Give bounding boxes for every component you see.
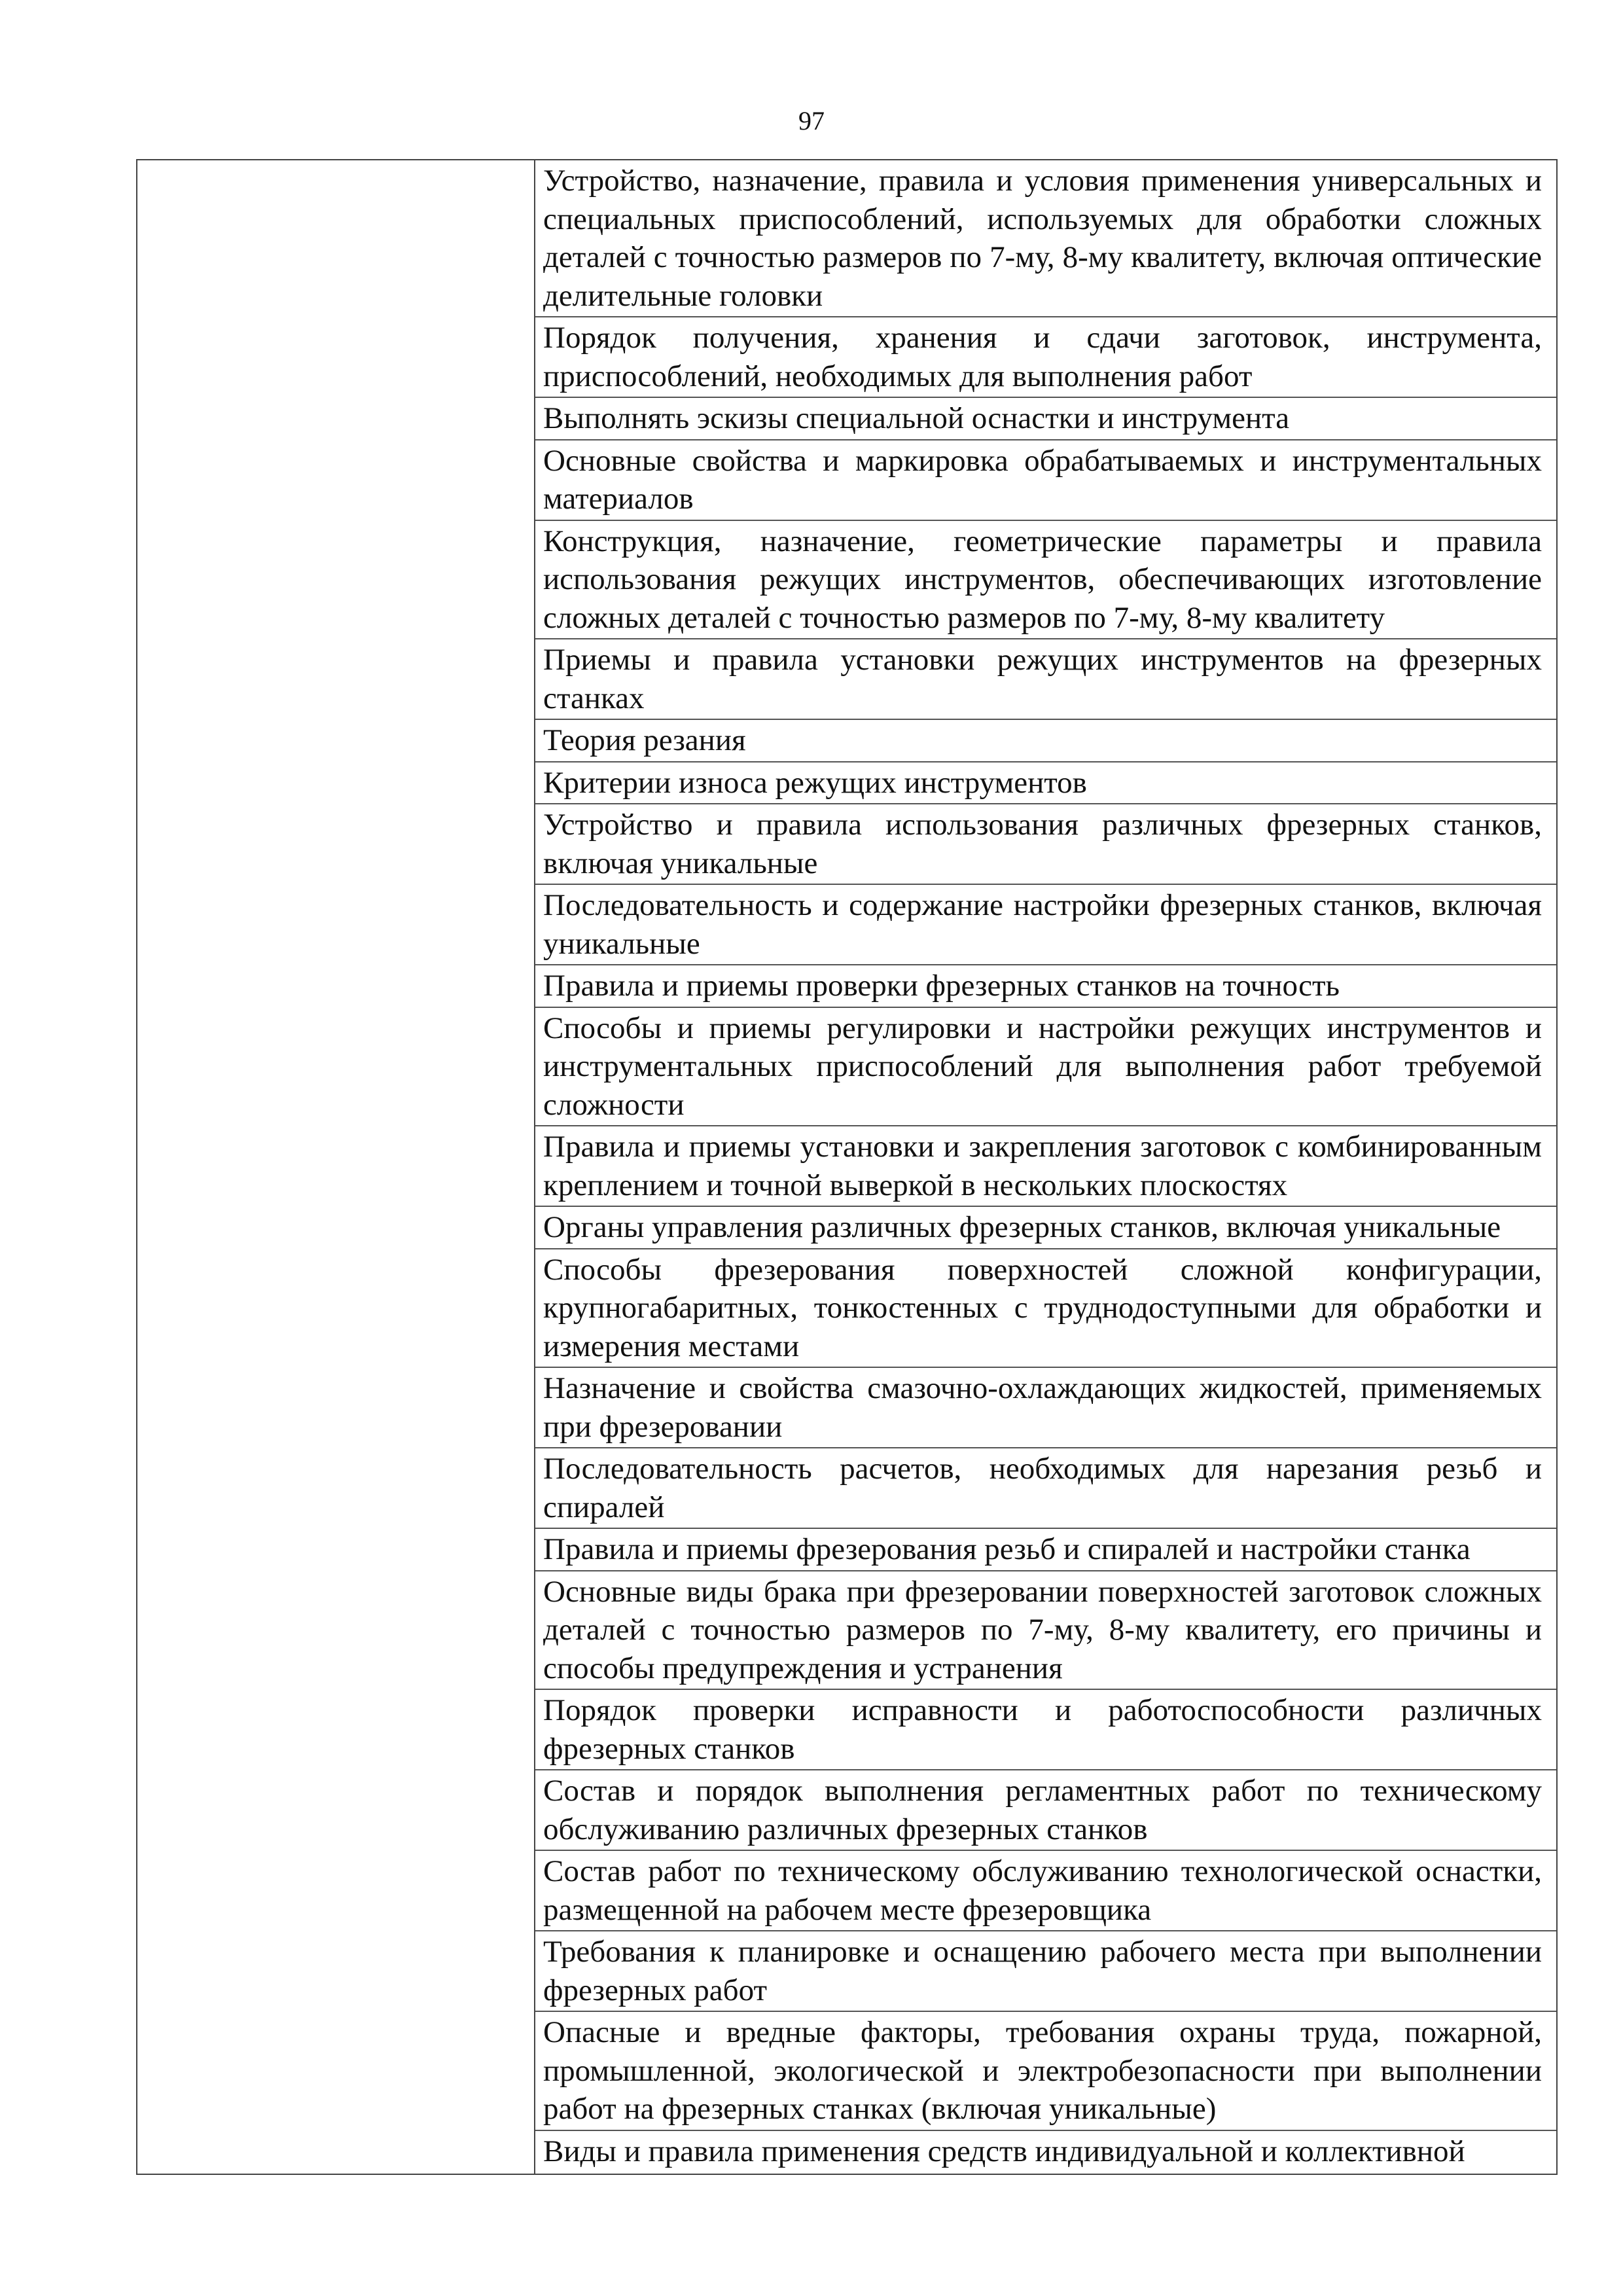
- table-row: Теория резания: [535, 720, 1556, 762]
- table-row: Правила и приемы проверки фрезерных станков на точность: [535, 965, 1556, 1008]
- table-row: Способы фрезерования поверхностей сложной конфигурации, крупногабаритных, тонкостенных с труднодоступными для обработки и измерения местами: [535, 1249, 1556, 1369]
- table-row: Выполнять эскизы специальной оснастки и инструмента: [535, 398, 1556, 440]
- table-row: Основные свойства и маркировка обрабатываемых и инструментальных материалов: [535, 440, 1556, 521]
- table-row: Последовательность расчетов, необходимых для нарезания резьб и спиралей: [535, 1448, 1556, 1529]
- table-row: Последовательность и содержание настройки фрезерных станков, включая уникальные: [535, 885, 1556, 965]
- table-row: Состав и порядок выполнения регламентных работ по техническому обслуживанию различных фрезерных станков: [535, 1770, 1556, 1851]
- table-row: Виды и правила применения средств индивидуальной и коллективной: [543, 2134, 1465, 2168]
- table-row: Состав работ по техническому обслуживанию технологической оснастки, размещенной на рабочем месте фрезеровщика: [535, 1851, 1556, 1931]
- table-row: Устройство и правила использования различных фрезерных станков, включая уникальные: [535, 804, 1556, 885]
- table-row: Основные виды брака при фрезеровании поверхностей заготовок сложных деталей с точностью размеров по 7-му, 8-му квалитету, его причины и способы предупреждения и устранения: [535, 1571, 1556, 1691]
- table-right-column: [535, 160, 1556, 2174]
- table-row: Назначение и свойства смазочно-охлаждающих жидкостей, применяемых при фрезеровании: [535, 1368, 1556, 1448]
- page-number: 97: [798, 106, 825, 135]
- table-row: Требования к планировке и оснащению рабочего места при выполнении фрезерных работ: [535, 1931, 1556, 2012]
- requirements-table: [136, 159, 1558, 2175]
- table-row: Правила и приемы установки и закрепления заготовок с комбинированным креплением и точной выверкой в нескольких плоскостях: [535, 1126, 1556, 1207]
- table-row: Органы управления различных фрезерных станков, включая уникальные: [535, 1207, 1556, 1249]
- table-row: Приемы и правила установки режущих инструментов на фрезерных станках: [535, 639, 1556, 720]
- table-row: Порядок проверки исправности и работоспособности различных фрезерных станков: [535, 1690, 1556, 1770]
- table-row: Опасные и вредные факторы, требования охраны труда, пожарной, промышленной, экологической и электробезопасности при выполнении работ на фрезерных станках (включая уникальные): [535, 2012, 1556, 2131]
- table-row: Критерии износа режущих инструментов: [535, 762, 1556, 805]
- table-row: Порядок получения, хранения и сдачи заготовок, инструмента, приспособлений, необходимых для выполнения работ: [535, 317, 1556, 398]
- table-row: Устройство, назначение, правила и условия применения универсальных и специальных приспособлений, используемых для обработки сложных деталей с точностью размеров по 7-му, 8-му квалитету, включая оптические делительные головки: [535, 160, 1556, 317]
- table-row: Конструкция, назначение, геометрические параметры и правила использования режущих инструментов, обеспечивающих изготовление сложных деталей с точностью размеров по 7-му, 8-му квалитету: [535, 521, 1556, 640]
- table-row: Способы и приемы регулировки и настройки режущих инструментов и инструментальных приспособлений для выполнения работ требуемой сложности: [535, 1008, 1556, 1127]
- table-row: Правила и приемы фрезерования резьб и спиралей и настройки станка: [535, 1529, 1556, 1571]
- table-left-column: [137, 160, 535, 2174]
